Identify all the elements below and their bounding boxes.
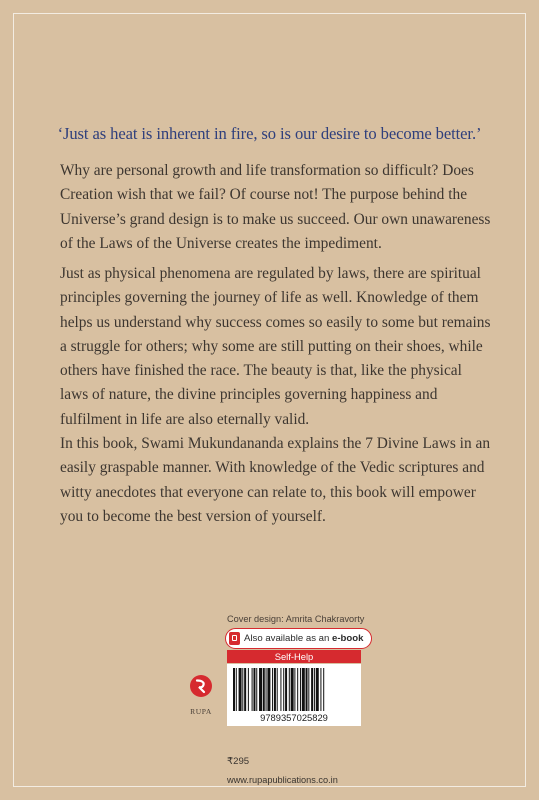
barcode: [227, 664, 361, 726]
barcode-bars: [233, 668, 355, 711]
publisher-website: www.rupapublications.co.in: [227, 775, 338, 785]
blurb-paragraph-2: Just as physical phenomena are regulated by laws, there are spiritual principles governing the journey of life as well. Knowledge of them helps us understand why success comes so easily to some but remains a struggle for others; why some are still putting on their shoes, while others have finished the race. The beauty is that, like the physical laws of nature, the divine principles governing happiness and fulfilment in life are also eternally valid.: [60, 265, 491, 428]
genre-label: Self-Help: [227, 650, 361, 663]
ebook-availability-badge: [225, 628, 372, 649]
pull-quote: ‘Just as heat is inherent in fire, so is our desire to become better.’: [57, 124, 482, 143]
isbn-number: 9789357025829: [260, 712, 328, 723]
blurb-paragraph-1: Why are personal growth and life transformation so difficult? Does Creation wish that we fail? Of course not! The purpose behind the Universe’s grand design is to make us succeed. Our own unawareness of the Laws of the Universe creates the impediment.: [60, 162, 491, 252]
rupa-logo-icon: [190, 675, 212, 697]
publisher-name: RUPA: [190, 707, 212, 716]
blurb-paragraph-3: In this book, Swami Mukundananda explains the 7 Divine Laws in an easily graspable manner. With knowledge of the Vedic scriptures and witty anecdotes that everyone can relate to, this book will empower you to become the best version of yourself.: [60, 435, 491, 525]
ebook-label: Also available as an e-book: [244, 633, 364, 644]
price: ₹295: [227, 756, 250, 767]
cover-design-credit: Cover design: Amrita Chakravorty: [227, 614, 365, 624]
ebook-icon: [229, 632, 240, 645]
